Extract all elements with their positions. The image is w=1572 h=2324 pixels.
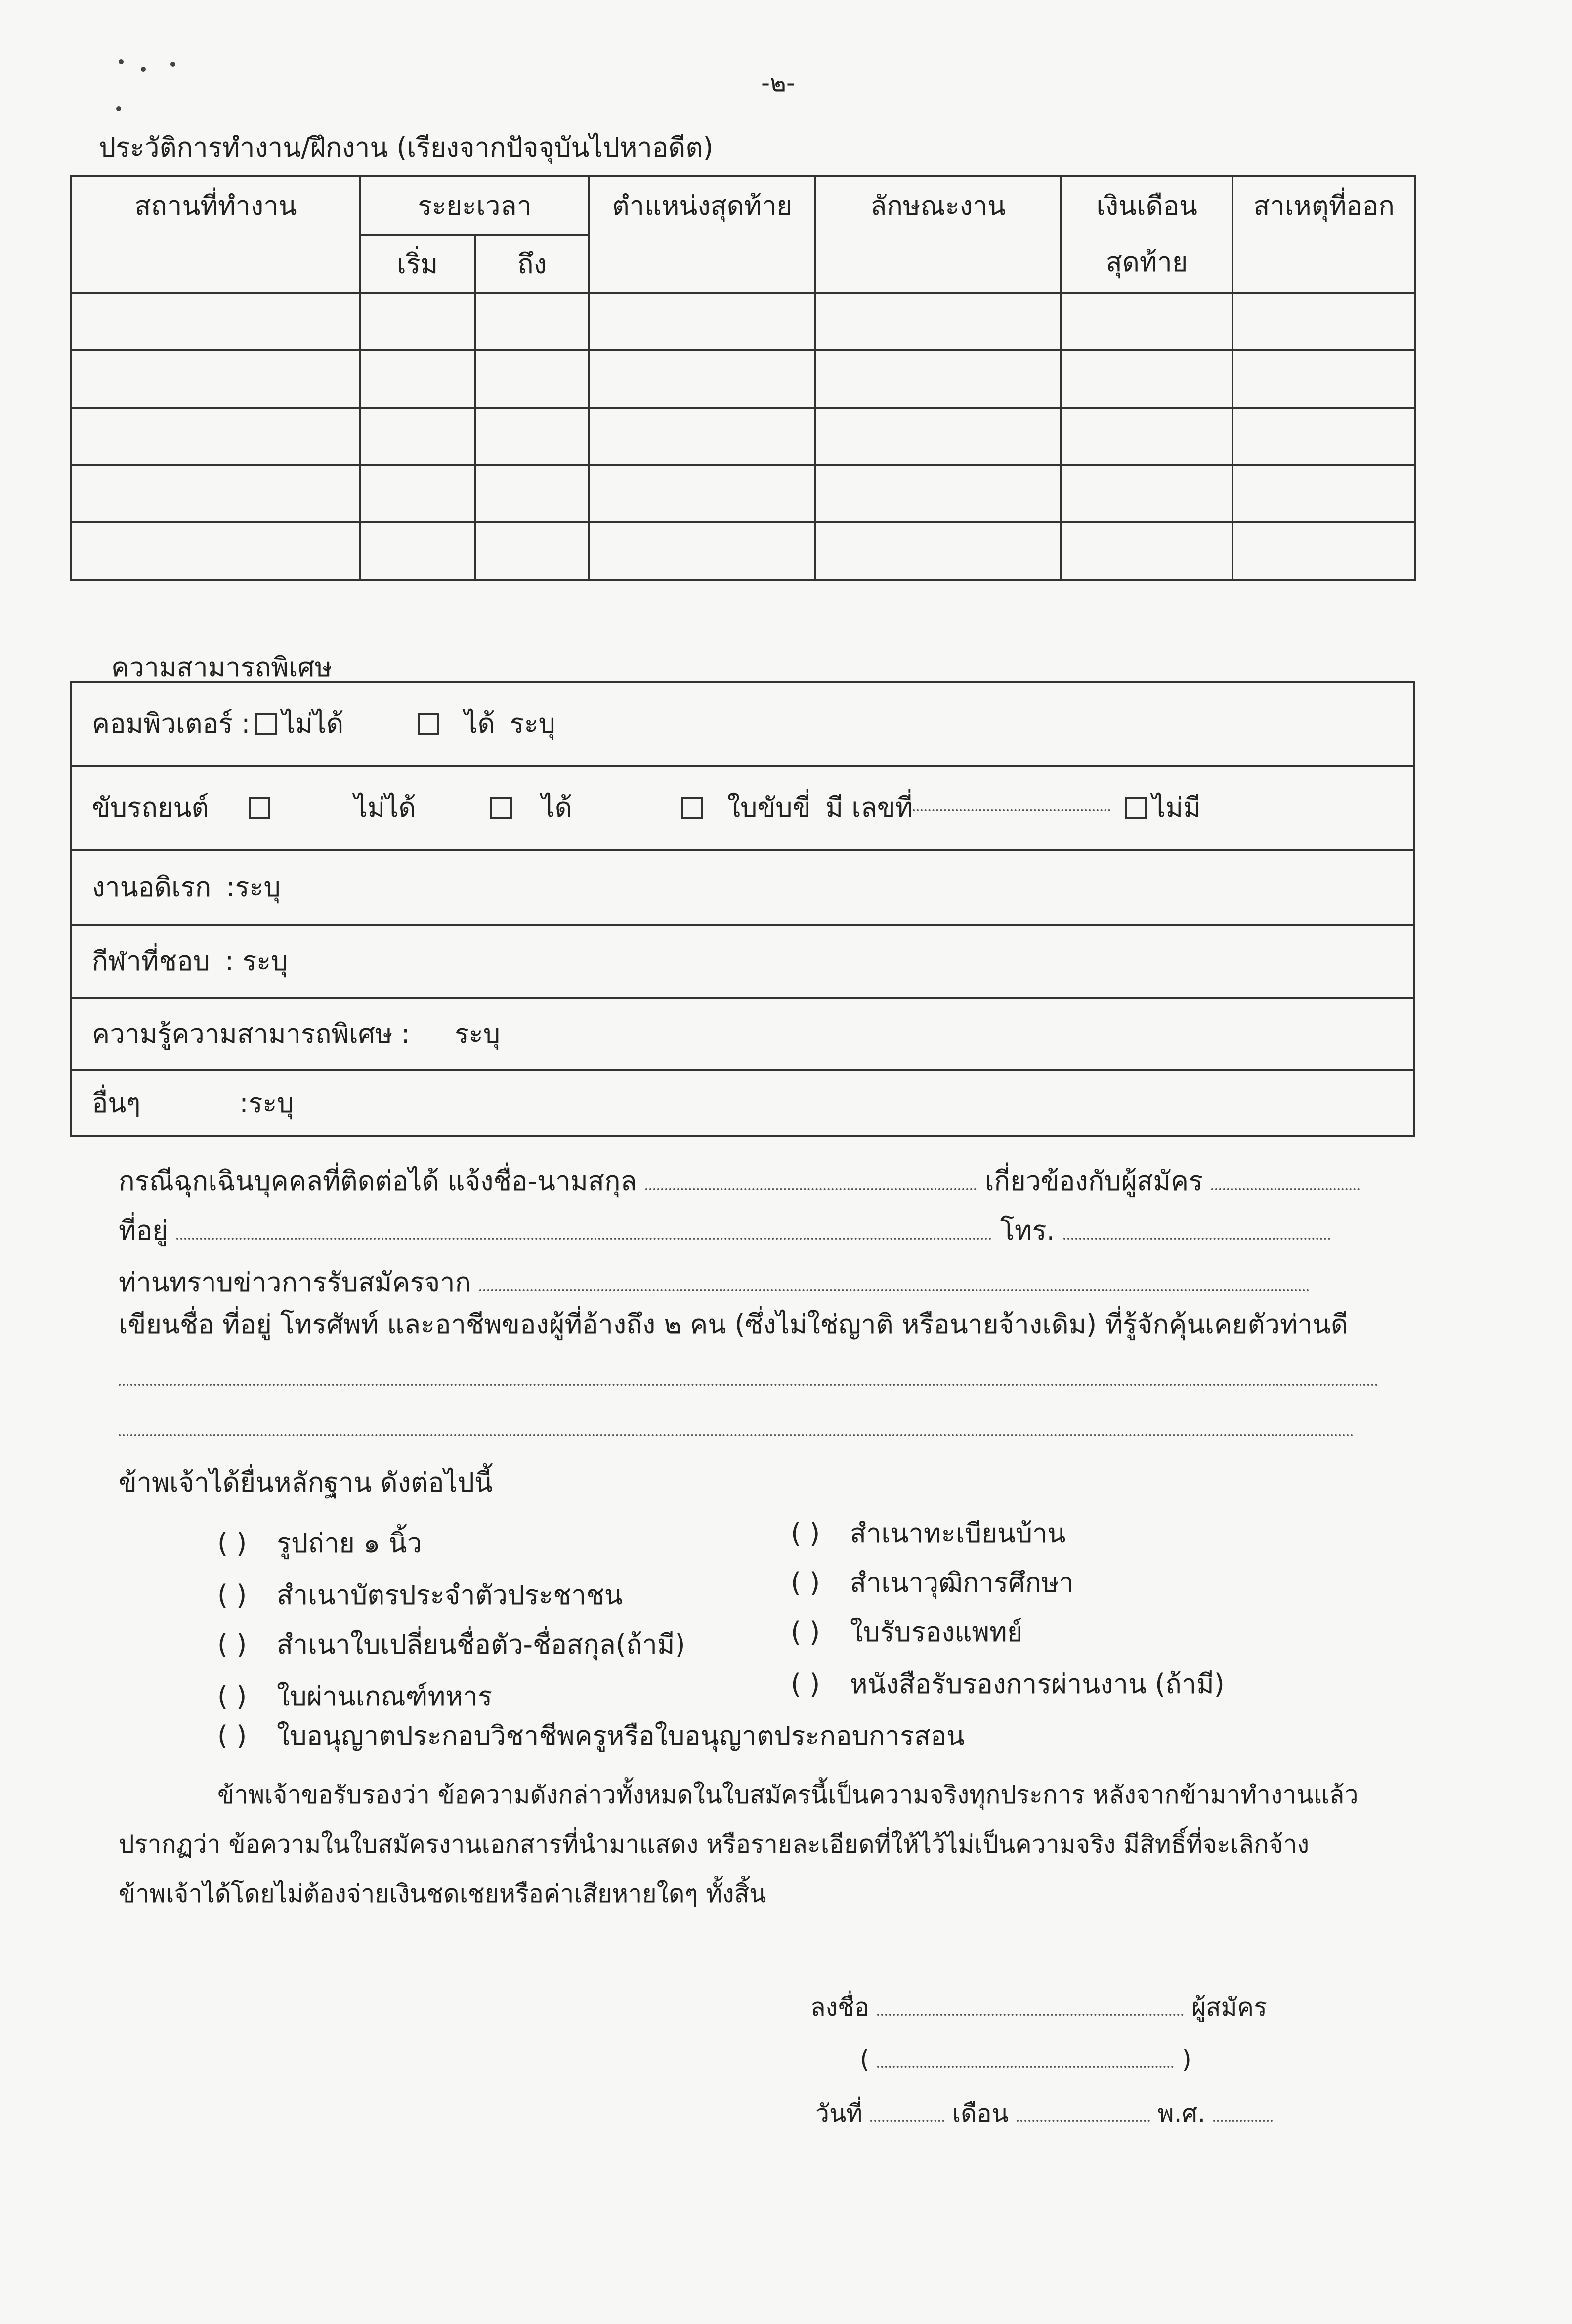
year-field[interactable] [1213,2115,1273,2122]
signature-line [810,1993,1267,2022]
col-salary [1061,176,1233,293]
special-abilities-title: ความสามารถพิเศษ [111,652,333,683]
other-label: อื่นๆ [92,1087,141,1119]
hobby-row[interactable] [72,851,1413,926]
printed-name-line [860,2045,1191,2074]
open-paren: ( [860,2045,870,2074]
doc-medical-item[interactable]: ( ) ใบรับรองแพทย์ [791,1617,1023,1648]
special-abilities-box [70,681,1415,1137]
emergency-contact-label: กรณีฉุกเฉินบุคคลที่ติดต่อได้ แจ้งชื่อ-นามสกุล [119,1165,637,1197]
doc-employment-cert-item[interactable]: ( ) หนังสือรับรองการผ่านงาน (ถ้ามี) [791,1668,1225,1700]
month-label: เดือน [952,2099,1009,2128]
doc-photo-item[interactable]: ( ) รูปถ่าย ๑ นิ้ว [217,1528,422,1559]
license-none-checkbox[interactable] [1125,797,1147,819]
driving-no-label: ไม่ได้ [354,791,416,823]
computer-specify: ระบุ [510,707,555,739]
table-row[interactable] [71,350,1415,408]
month-field[interactable] [1017,2115,1150,2122]
reference-instructions: เขียนชื่อ ที่อยู่ โทรศัพท์ และอาชีพของผู้ที่อ้างถึง ๒ คน (ซึ่งไม่ใช่ญาติ หรือนายจ้างเดิม) ที่รู้จักคุ้นเคยตัวท่านดี [119,1309,1348,1340]
computer-label: คอมพิวเตอร์ : [92,707,251,739]
doc-namechange-item[interactable]: ( ) สำเนาใบเปลี่ยนชื่อตัว-ชื่อสกุล(ถ้ามี) [217,1629,685,1660]
table-row[interactable] [71,522,1415,580]
col-period: ระยะเวลา [360,176,589,235]
source-field[interactable] [479,1285,1310,1291]
license-number-label: มี เลขที่ [825,791,913,823]
sign-label: ลงชื่อ [810,1993,870,2022]
scan-speck [170,62,175,67]
scan-speck [119,59,124,64]
doc-house-registration-item[interactable]: ( ) สำเนาทะเบียนบ้าน [791,1518,1066,1549]
col-salary-line2: สุดท้าย [1105,247,1188,278]
declaration-line-3: ข้าพเจ้าได้โดยไม่ต้องจ่ายเงินชดเชยหรือค่าเสียหายใดๆ ทั้งสิ้น [119,1879,766,1908]
address-label: ที่อยู่ [119,1215,168,1246]
license-label: ใบขับขี่ [727,791,811,823]
hobby-specify: :ระบุ [226,871,281,903]
computer-no-label: ไม่ได้ [282,707,344,739]
signature-field[interactable] [877,2009,1184,2016]
doc-teaching-license-item[interactable]: ( ) ใบอนุญาตประกอบวิชาชีพครูหรือใบอนุญาตประกอบการสอน [217,1720,965,1751]
documents-title: ข้าพเจ้าได้ยื่นหลักฐาน ดังต่อไปนี้ [119,1467,493,1498]
table-row[interactable] [71,465,1415,522]
col-reason: สาเหตุที่ออก [1232,176,1415,293]
emergency-relation-field[interactable] [1211,1183,1360,1190]
col-workplace: สถานที่ทำงาน [71,176,360,293]
printed-name-field[interactable] [877,2061,1174,2068]
driving-row [72,767,1413,851]
computer-no-checkbox[interactable] [255,713,277,735]
emergency-relation-label: เกี่ยวข้องกับผู้สมัคร [984,1165,1203,1197]
driving-label: ขับรถยนต์ [92,791,209,823]
applicant-label: ผู้สมัคร [1191,1993,1267,2022]
col-end: ถึง [475,235,590,293]
doc-idcard-item[interactable]: ( ) สำเนาบัตรประจำตัวประชาชน [217,1579,623,1611]
close-paren: ) [1182,2045,1191,2074]
scan-speck [141,67,146,72]
work-history-title: ประวัติการทำงาน/ฝึกงาน (เรียงจากปัจจุบันไปหาอดีต) [99,132,714,163]
sport-label: กีฬาที่ชอบ [92,945,210,977]
computer-yes-label: ได้ [464,707,495,739]
page-number: -๒- [761,69,796,97]
knowledge-label: ความรู้ความสามารถพิเศษ : [92,1018,410,1049]
col-start: เริ่ม [360,235,475,293]
emergency-contact-field[interactable] [645,1183,977,1190]
license-number-field[interactable] [913,804,1110,811]
declaration-line-2: ปรากฏว่า ข้อความในใบสมัครงานเอกสารที่นำมาแสดง หรือรายละเอียดที่ให้ไว้ไม่เป็นความจริง มีสิทธิ์ที่จะเลิกจ้าง [119,1830,1310,1859]
knowledge-row[interactable] [72,999,1413,1071]
license-none-label: ไม่มี [1152,791,1201,823]
col-job-type: ลักษณะงาน [815,176,1061,293]
hobby-label: งานอดิเรก [92,871,212,903]
other-specify: :ระบุ [239,1087,294,1119]
day-field[interactable] [870,2115,944,2122]
table-row[interactable] [71,408,1415,465]
source-label: ท่านทราบข่าวการรับสมัครจาก [119,1267,471,1298]
col-last-position: ตำแหน่งสุดท้าย [589,176,815,293]
emergency-line [119,1166,1360,1197]
year-label: พ.ศ. [1157,2099,1206,2128]
knowledge-specify: ระบุ [454,1018,501,1049]
address-line [119,1215,1330,1246]
other-row[interactable] [72,1071,1413,1135]
computer-row [72,683,1413,767]
address-field[interactable] [176,1233,992,1240]
sport-row[interactable] [72,926,1413,999]
phone-label: โทร. [1000,1215,1055,1246]
driving-no-checkbox[interactable] [249,797,270,819]
declaration-line-1: ข้าพเจ้าขอรับรองว่า ข้อความดังกล่าวทั้งหมดในใบสมัครนี้เป็นความจริงทุกประการ หลังจากข้ามาทำงานแล้ว [217,1781,1359,1809]
reference-line-1[interactable] [119,1378,1379,1388]
date-label: วันที่ [815,2099,863,2128]
reference-line-2[interactable] [119,1429,1354,1438]
license-checkbox[interactable] [681,797,703,819]
sport-specify: : ระบุ [224,945,288,977]
table-row[interactable] [71,293,1415,350]
doc-education-item[interactable]: ( ) สำเนาวุฒิการศึกษา [791,1567,1074,1598]
work-history-table [70,175,1416,581]
doc-military-item[interactable]: ( ) ใบผ่านเกณฑ์ทหาร [217,1681,493,1712]
date-line [815,2100,1273,2128]
source-line [119,1267,1310,1298]
phone-field[interactable] [1063,1233,1330,1240]
driving-yes-label: ได้ [541,791,572,823]
computer-yes-checkbox[interactable] [418,713,439,735]
col-salary-line1: เงินเดือน [1096,190,1197,221]
driving-yes-checkbox[interactable] [490,797,512,819]
scan-speck [116,106,121,111]
